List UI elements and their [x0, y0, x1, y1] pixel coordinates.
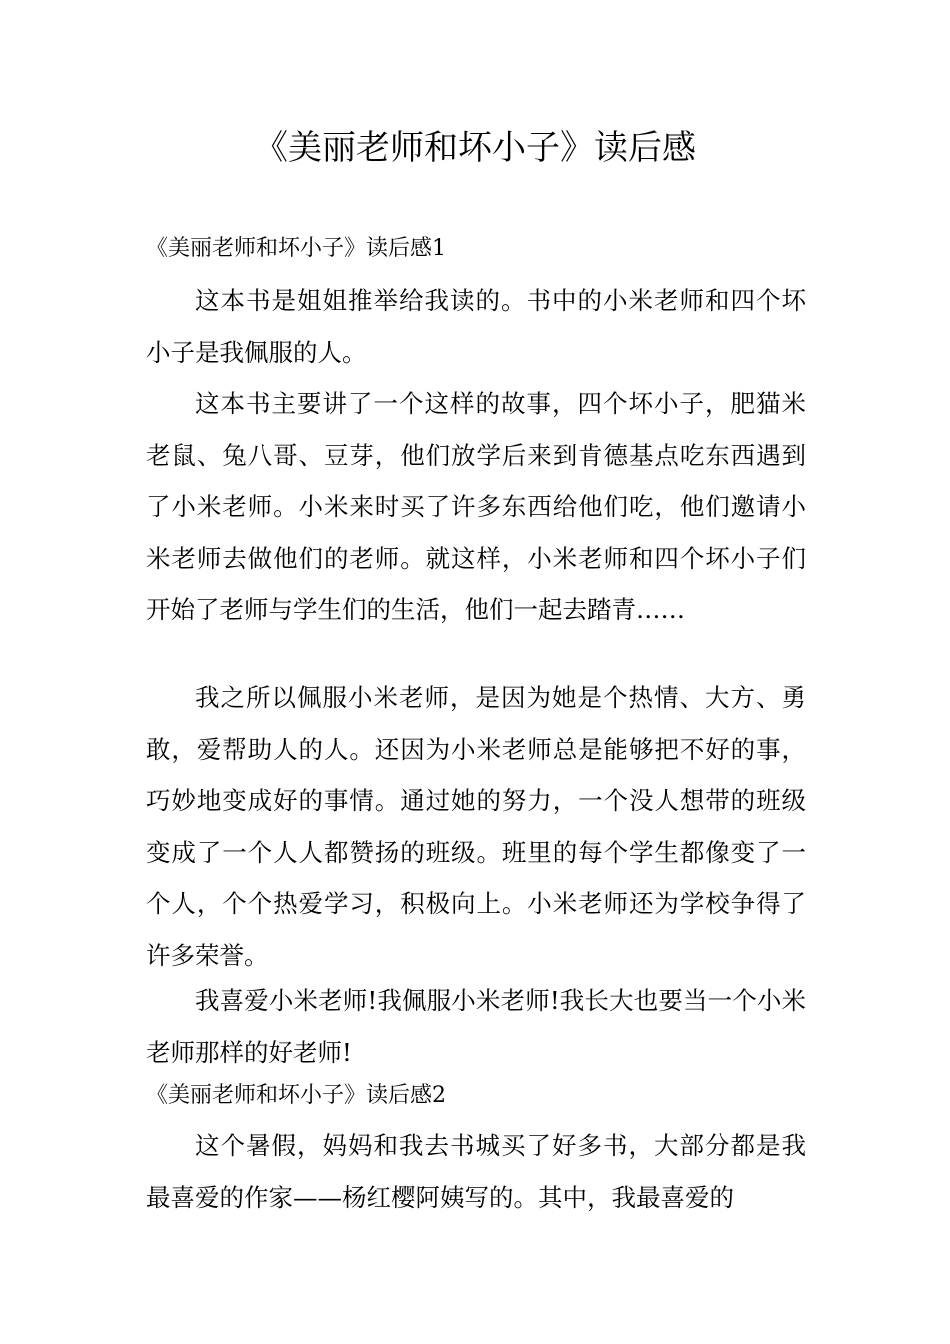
paragraph-1-2: 这本书主要讲了一个这样的故事，四个坏小子，肥猫米老鼠、兔八哥、豆芽，他们放学后来到肯德基点吃东西遇到了小米老师。小米来时买了许多东西给他们吃，他们邀请小米老师去做他们的老师。就这样，小米老师和四个坏小子们开始了老师与学生们的生活，他们一起去踏青…… [146, 389, 806, 624]
section-heading-2: 《美丽老师和坏小子》读后感2 [146, 1083, 446, 1108]
paragraph-2-1: 这个暑假，妈妈和我去书城买了好多书，大部分都是我最喜爱的作家——杨红樱阿姨写的。其中，我最喜爱的 [146, 1131, 806, 1212]
paragraph-1-1: 这本书是姐姐推举给我读的。书中的小米老师和四个坏小子是我佩服的人。 [146, 286, 806, 367]
section-heading-1: 《美丽老师和坏小子》读后感1 [146, 236, 446, 261]
paragraph-1-3: 我之所以佩服小米老师，是因为她是个热情、大方、勇敢，爱帮助人的人。还因为小米老师总是能够把不好的事，巧妙地变成好的事情。通过她的努力，一个没人想带的班级变成了一个人人都赞扬的班级。班里的每个学生都像变了一个人，个个热爱学习，积极向上。小米老师还为学校争得了许多荣誉。 [146, 683, 806, 970]
document-title: 《美丽老师和坏小子》读后感 [254, 128, 696, 168]
paragraph-1-4: 我喜爱小米老师!我佩服小米老师!我长大也要当一个小米老师那样的好老师! [146, 986, 806, 1067]
